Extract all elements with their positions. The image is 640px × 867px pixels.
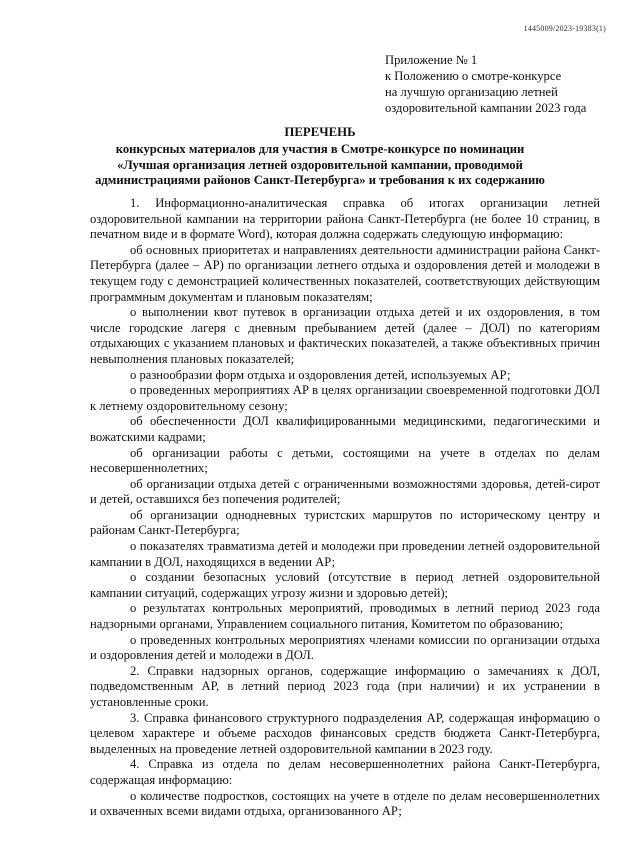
paragraph: 4. Справка из отдела по делам несовершеннолетних района Санкт-Петербурга, содержащая информацию: <box>90 757 600 787</box>
appendix-line: на лучшую организацию летней <box>385 85 558 99</box>
appendix-header <box>385 52 625 116</box>
paragraph: о проведенных контрольных мероприятиях членами комиссии по организации отдыха и оздоровления детей и молодежи в ДОЛ. <box>90 632 600 663</box>
document-body <box>90 196 600 820</box>
paragraph: о результатах контрольных мероприятий, проводимых в летний период 2023 года надзорными органами, Управлением социального питания, Комитетом по образованию; <box>90 601 600 632</box>
document-number: 1445009/2023-19383(1) <box>523 24 606 33</box>
document-subtitle <box>40 142 600 189</box>
paragraph: о проведенных мероприятиях АР в целях организации своевременной подготовки ДОЛ к летнему оздоровительному сезону; <box>90 383 600 413</box>
paragraph: 3. Справка финансового структурного подразделения АР, содержащая информацию о целевом характере и объеме расходов финансовых средств бюджета Санкт-Петербурга, выделенных на проведение летней оздоровительной кампании в 2023 году. <box>90 710 600 756</box>
paragraph: о разнообразии форм отдыха и оздоровления детей, используемых АР; <box>130 367 511 382</box>
paragraph: об организации однодневных туристских маршрутов по историческому центру и районам Санкт-Петербурга; <box>90 507 600 538</box>
subtitle-line: конкурсных материалов для участия в Смотре-конкурсе по номинации <box>115 142 525 156</box>
paragraph: об основных приоритетах и направлениях деятельности администрации района Санкт-Петербурга (далее – АР) по организации летнего отдыха и оздоровления детей и молодежи в текущем году с демонстрацией количественных показателей, соответствующих действующим программным документам и плановым показателям; <box>90 242 600 304</box>
paragraph: об обеспеченности ДОЛ квалифицированными медицинскими, педагогическими и вожатскими кадрами; <box>90 414 600 444</box>
paragraph: 1. Информационно-аналитическая справка об итогах организации летней оздоровительной кампании на территории района Санкт-Петербурга (не более 10 страниц, в печатном виде и в формате Word), которая должна содержать следующую информацию: <box>90 196 600 242</box>
appendix-line: оздоровительной кампании 2023 года <box>385 101 587 115</box>
document-title: ПЕРЕЧЕНЬ <box>284 125 356 139</box>
paragraph: о создании безопасных условий (отсутствие в период летней оздоровительной кампании ситуаций, содержащих угрозу жизни и здоровью детей); <box>90 570 600 600</box>
subtitle-line: администрациями районов Санкт-Петербурга» и требования к их содержанию <box>95 173 545 187</box>
paragraph: о количестве подростков, состоящих на учете в отделе по делам несовершеннолетних и охваченных всеми видами отдыха, организованного АР; <box>90 788 600 819</box>
subtitle-line: «Лучшая организация летней оздоровительной кампании, проводимой <box>117 157 523 172</box>
paragraph: о показателях травматизма детей и молодежи при проведении летней оздоровительной кампании в ДОЛ, находящихся в ведении АР; <box>90 539 600 569</box>
appendix-line: Приложение № 1 <box>385 53 478 67</box>
paragraph: об организации работы с детьми, состоящими на учете в отделах по делам несовершеннолетних; <box>90 445 600 476</box>
paragraph: об организации отдыха детей с ограниченными возможностями здоровья, детей-сирот и детей, оставшихся без попечения родителей; <box>90 476 600 507</box>
appendix-line: к Положению о смотре-конкурсе <box>385 69 562 83</box>
paragraph: о выполнении квот путевок в организации отдыха детей и их оздоровления, в том числе городские лагеря с дневным пребыванием детей (далее – ДОЛ) по категориям отдыхающих с указанием плановых и фактических показателей, а также объективных причин невыполнения плановых показателей; <box>90 305 600 366</box>
paragraph: 2. Справки надзорных органов, содержащие информацию о замечаниях к ДОЛ, подведомственным АР, в летний период 2023 года (при наличии) и их устранении в установленные сроки. <box>90 663 600 709</box>
